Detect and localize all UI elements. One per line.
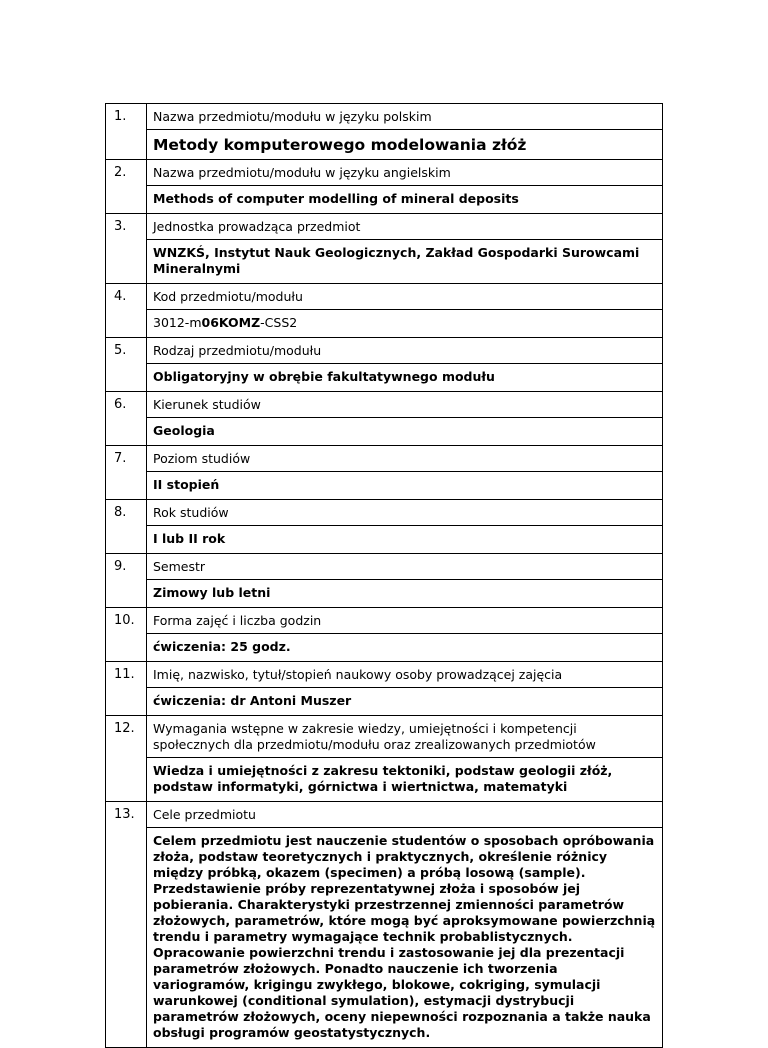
- row-number: 1.: [106, 104, 147, 160]
- row-3: [106, 214, 663, 284]
- row-label: Semestr: [147, 554, 662, 580]
- row-content: [147, 500, 663, 554]
- teaching-unit: WNZKŚ, Instytut Nauk Geologicznych, Zakład Gospodarki Surowcami Mineralnymi: [153, 245, 640, 276]
- row-label: Nazwa przedmiotu/modułu w języku angielskim: [147, 160, 662, 186]
- row-6: [106, 392, 663, 446]
- row-8: [106, 500, 663, 554]
- row-number: 12.: [106, 716, 147, 802]
- row-content: [147, 214, 663, 284]
- row-content: [147, 554, 663, 608]
- row-content: [147, 284, 663, 338]
- course-type: Obligatoryjny w obrębie fakultatywnego modułu: [153, 369, 495, 384]
- row-content: [147, 104, 663, 160]
- row-5: [106, 338, 663, 392]
- field-of-study: Geologia: [153, 423, 215, 438]
- study-level: II stopień: [153, 477, 220, 492]
- row-label: Poziom studiów: [147, 446, 662, 472]
- instructor: ćwiczenia: dr Antoni Muszer: [153, 693, 352, 708]
- class-form-hours: ćwiczenia: 25 godz.: [153, 639, 291, 654]
- row-label: Nazwa przedmiotu/modułu w języku polskim: [147, 104, 662, 130]
- row-content: [147, 716, 663, 802]
- row-label: Forma zajęć i liczba godzin: [147, 608, 662, 634]
- row-label: Kod przedmiotu/modułu: [147, 284, 662, 310]
- course-title-pl: Metody komputerowego modelowania złóż: [153, 136, 527, 154]
- row-number: 13.: [106, 802, 147, 1048]
- row-number: 3.: [106, 214, 147, 284]
- row-number: 11.: [106, 662, 147, 716]
- row-number: 10.: [106, 608, 147, 662]
- row-number: 5.: [106, 338, 147, 392]
- row-9: [106, 554, 663, 608]
- row-4: [106, 284, 663, 338]
- row-number: 8.: [106, 500, 147, 554]
- course-code-prefix: 3012-m: [153, 315, 202, 330]
- course-code: [147, 310, 662, 337]
- semester: Zimowy lub letni: [153, 585, 271, 600]
- row-label: Kierunek studiów: [147, 392, 662, 418]
- row-number: 7.: [106, 446, 147, 500]
- row-label: Cele przedmiotu: [147, 802, 662, 828]
- prerequisites: Wiedza i umiejętności z zakresu tektoniki, podstaw geologii złóż, podstaw informatyki, górnictwa i wiertnictwa, matematyki: [153, 763, 613, 794]
- row-label: Jednostka prowadząca przedmiot: [147, 214, 662, 240]
- row-7: [106, 446, 663, 500]
- row-10: [106, 608, 663, 662]
- row-label: Rok studiów: [147, 500, 662, 526]
- course-code-suffix: -CSS2: [260, 315, 298, 330]
- row-content: [147, 160, 663, 214]
- row-content: [147, 446, 663, 500]
- course-title-en: Methods of computer modelling of mineral deposits: [153, 191, 519, 206]
- row-12: [106, 716, 663, 802]
- row-content: [147, 802, 663, 1048]
- row-number: 2.: [106, 160, 147, 214]
- study-year: I lub II rok: [153, 531, 226, 546]
- row-content: [147, 392, 663, 446]
- row-label: Rodzaj przedmiotu/modułu: [147, 338, 662, 364]
- row-label: Wymagania wstępne w zakresie wiedzy, umiejętności i kompetencji społecznych dla przedmiotu/modułu oraz zrealizowanych przedmiotów: [147, 716, 662, 758]
- course-objectives: Celem przedmiotu jest nauczenie studentów o sposobach opróbowania złoża, podstaw teoretycznych i praktycznych, określenie różnicy między próbką, okazem (specimen) a próbą losową (sample). Przedstawienie próby reprezentatywnej złoża i sposobów jej pobierania. Charakterystyki przestrzennej zmienności parametrów złożowych, parametrów, które mogą być aproksymowane powierzchnią trendu i parametry wymagające technik probablistycznych. Opracowanie powierzchni trendu i zastosowanie jej dla prezentacji parametrów złożowych. Ponadto nauczenie ich tworzenia variogramów, krigingu zwykłego, blokowe, cokriging, symulacji warunkowej (conditional symulation), estymacji dystrybucji parametrów złożowych, oceny niepewności rozpoznania a także nauka obsługi programów geostatystycznych.: [153, 833, 656, 1040]
- row-number: 9.: [106, 554, 147, 608]
- row-11: [106, 662, 663, 716]
- row-number: 6.: [106, 392, 147, 446]
- row-content: [147, 338, 663, 392]
- row-content: [147, 662, 663, 716]
- row-number: 4.: [106, 284, 147, 338]
- row-13: [106, 802, 663, 1048]
- row-content: [147, 608, 663, 662]
- row-1: [106, 104, 663, 160]
- course-code-core: 06KOMZ: [201, 315, 261, 330]
- row-label: Imię, nazwisko, tytuł/stopień naukowy osoby prowadzącej zajęcia: [147, 662, 662, 688]
- course-form-table: [105, 103, 663, 1048]
- row-2: [106, 160, 663, 214]
